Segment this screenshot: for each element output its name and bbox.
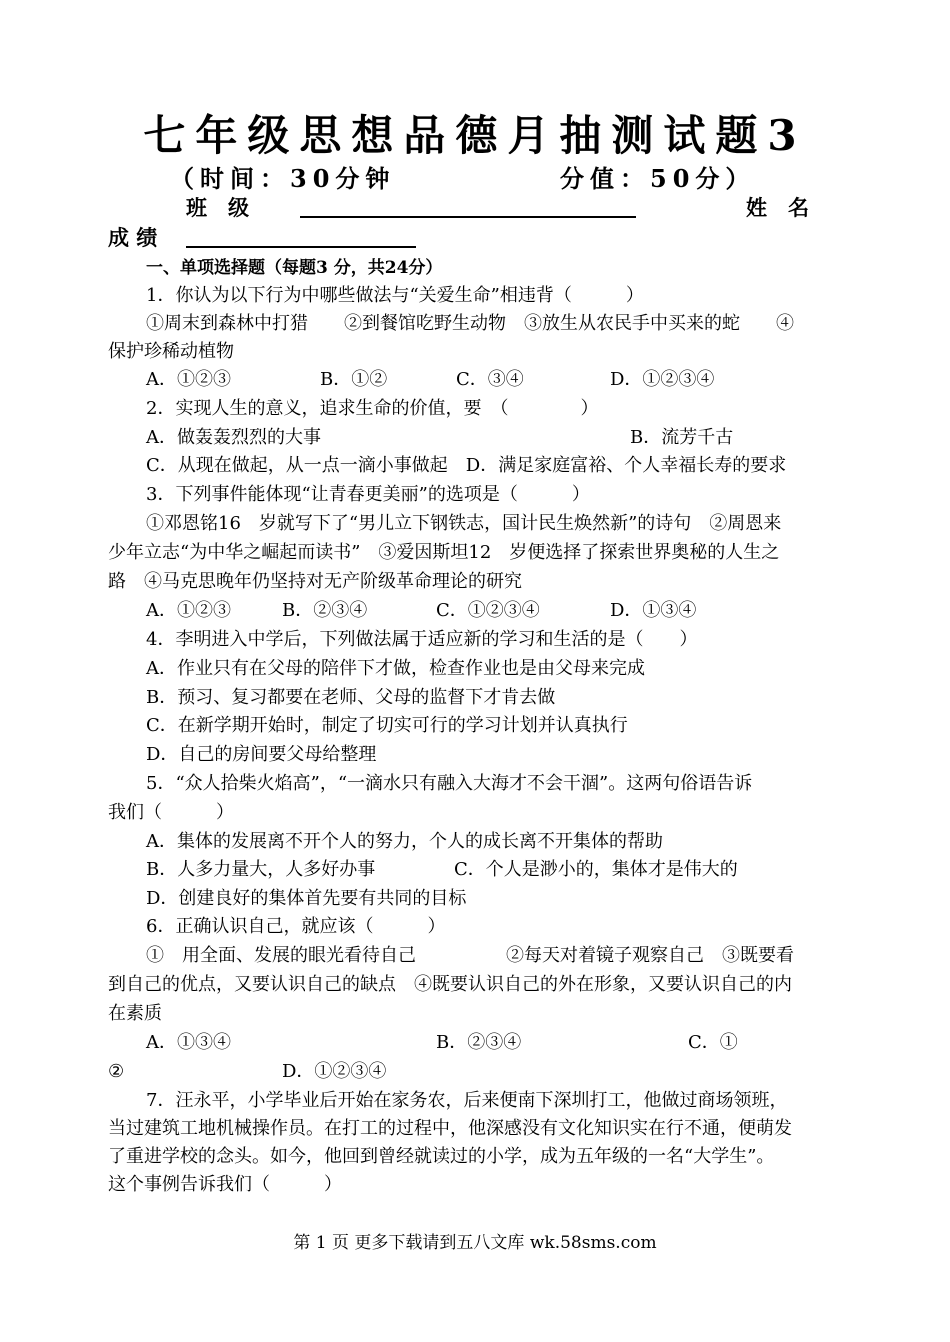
time-info: （时间：30分钟 — [170, 164, 396, 193]
page-footer: 第 1 页 更多下载请到五八文库 wk.58sms.com — [293, 1233, 657, 1253]
q2-stem: 2．实现人生的意义，追求生命的价值，要 （ ） — [146, 398, 599, 419]
q4-choice-b: B．预习、复习都要在老师、父母的监督下才肯去做 — [146, 687, 556, 708]
q7-line4: 这个事例告诉我们（ ） — [108, 1174, 342, 1195]
q7-line2: 当过建筑工地机械操作员。在打工的过程中，他深感没有文化知识实在行不通，便萌发 — [108, 1118, 792, 1139]
q4-choice-d: D．自己的房间要父母给整理 — [146, 744, 377, 765]
q6-choice-b: B．②③④ — [436, 1032, 522, 1053]
q6-choice-c: C．① — [688, 1032, 738, 1053]
q6-line2: 到自己的优点，又要认识自己的缺点 ④既要认识自己的外在形象，又要认识自己的内 — [108, 974, 792, 995]
grade-row — [108, 224, 848, 252]
q7-line3: 了重进学校的念头。如今，他回到曾经就读过的小学，成为五年级的一名“大学生”。 — [108, 1146, 775, 1167]
q3-line1: ①邓恩铭16 岁就写下了“男儿立下钢铁志，国计民生焕然新”的诗句 ②周恩来 — [146, 513, 782, 534]
q1-choice-d: D．①②③④ — [610, 369, 715, 390]
q7-line1: 7．汪永平，小学毕业后开始在家务农，后来便南下深圳打工，他做过商场领班， — [146, 1090, 788, 1111]
q6-stem: 6．正确认识自己，就应该（ ） — [146, 916, 446, 937]
q3-choice-c: C．①②③④ — [436, 600, 540, 621]
q6-line3: 在素质 — [108, 1003, 162, 1024]
class-label: 班 级 — [186, 195, 249, 220]
name-label: 姓 名 — [746, 195, 809, 220]
q5-choice-d: D．创建良好的集体首先要有共同的目标 — [146, 888, 467, 909]
q2-choice-a: A．做轰轰烈烈的大事 — [146, 427, 321, 448]
q5-stem: 5．“众人拾柴火焰高”，“一滴水只有融入大海才不会干涸”。这两句俗语告诉 — [146, 773, 753, 794]
q6-choice-a: A．①③④ — [146, 1032, 231, 1053]
q3-choice-d: D．①③④ — [610, 600, 697, 621]
q4-stem: 4．李明进入中学后，下列做法属于适应新的学习和生活的是（ ） — [146, 629, 698, 650]
q6-line1: ① 用全面、发展的眼光看待自己 ②每天对着镜子观察自己 ③既要看 — [146, 945, 794, 966]
q5-choice-c: C．个人是渺小的，集体才是伟大的 — [454, 859, 738, 880]
q4-choice-a: A．作业只有在父母的陪伴下才做，检查作业也是由父母来完成 — [146, 658, 645, 679]
q2-choice-b: B．流芳千古 — [630, 427, 734, 448]
q3-stem: 3．下列事件能体现“让青春更美丽”的选项是（ ） — [146, 484, 590, 505]
q3-line3: 路 ④马克思晚年仍坚持对无产阶级革命理论的研究 — [108, 571, 522, 592]
q1-options-line2: 保护珍稀动植物 — [108, 341, 234, 362]
section-heading: 一、单项选择题（每题3 分，共24分） — [146, 258, 443, 278]
q3-choice-b: B．②③④ — [282, 600, 368, 621]
q6-choice-c-cont: ② — [108, 1061, 125, 1082]
q3-choice-a: A．①②③ — [146, 600, 231, 621]
q1-stem: 1．你认为以下行为中哪些做法与“关爱生命”相违背（ ） — [146, 285, 644, 306]
q5-stem-line2: 我们（ ） — [108, 802, 234, 823]
q2-choices-cd: C．从现在做起，从一点一滴小事做起 D．满足家庭富裕、个人幸福长寿的要求 — [146, 455, 787, 476]
grade-blank — [186, 224, 416, 248]
q6-choice-d: D．①②③④ — [282, 1061, 387, 1082]
class-blank — [300, 194, 636, 218]
q1-choice-c: C．③④ — [456, 369, 524, 390]
q1-choice-b: B．①② — [320, 369, 388, 390]
q5-choice-b: B．人多力量大，人多好办事 — [146, 859, 376, 880]
score-info: 分值：50分） — [560, 164, 756, 193]
q1-options-line: ①周末到森林中打猎 ②到餐馆吃野生动物 ③放生从农民手中买来的蛇 ④ — [146, 313, 794, 334]
q1-choice-a: A．①②③ — [146, 369, 231, 390]
page-title: 七年级思想品德月抽测试题3 — [143, 111, 807, 160]
q3-line2: 少年立志“为中华之崛起而读书” ③爱因斯坦12 岁便选择了探索世界奥秘的人生之 — [108, 542, 780, 563]
q5-choice-a: A．集体的发展离不开个人的努力，个人的成长离不开集体的帮助 — [146, 831, 663, 852]
grade-label: 成 绩 — [108, 225, 158, 250]
q4-choice-c: C．在新学期开始时，制定了切实可行的学习计划并认真执行 — [146, 715, 628, 736]
